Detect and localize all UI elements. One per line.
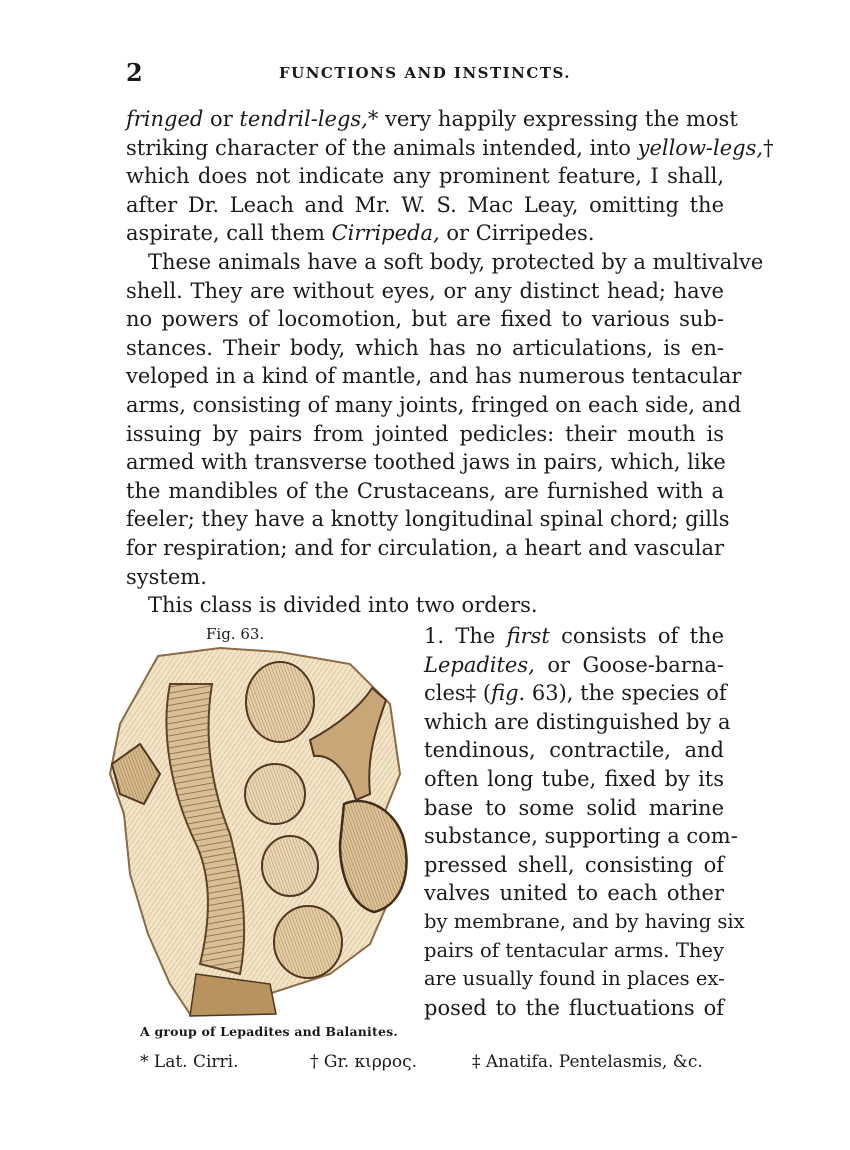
text-line: veloped in a kind of mantle, and has numerous tentacular (126, 364, 742, 389)
text-line: issuing by pairs from jointed pedicles: their mouth is (126, 421, 724, 446)
text-line: This class is divided into two orders. (148, 593, 538, 618)
text-line: valves united to each other (424, 881, 724, 906)
text-line: by membrane, and by having six (424, 909, 745, 933)
italic-term: yellow-legs, (637, 135, 764, 160)
text-line: after Dr. Leach and Mr. W. S. Mac Leay, omitting the (126, 192, 724, 217)
page-header (126, 58, 724, 88)
text-span: or (203, 107, 240, 131)
footnote-1: * Lat. Cirri. (140, 1052, 239, 1072)
text-line: pairs of tentacular arms. They (424, 938, 724, 962)
text-span: † (763, 135, 774, 160)
text-line (126, 105, 738, 134)
italic-term: Lepadites, (424, 652, 535, 677)
text-line (424, 622, 724, 651)
text-line: for respiration; and for circulation, a heart and vascular (126, 535, 724, 560)
text-line: are usually found in places ex- (424, 967, 725, 991)
text-line: system. (126, 564, 207, 589)
footnote-2: † Gr. κιρρος. (310, 1052, 417, 1072)
text-line (126, 219, 724, 248)
text-span: * very happily expressing the most (367, 107, 738, 131)
footnote-3: ‡ Anatifa. Pentelasmis, &c. (472, 1052, 703, 1072)
text-span: 1. The (424, 624, 507, 648)
text-span: 63), the species of (525, 681, 727, 706)
text-line: the mandibles of the Crustaceans, are furnished with a (126, 478, 724, 503)
body-text (126, 105, 774, 620)
italic-term: fig. (491, 681, 526, 706)
text-span: or Goose-barna- (534, 652, 724, 677)
running-title: FUNCTIONS AND INSTINCTS. (278, 64, 572, 82)
footnotes (140, 1052, 724, 1082)
italic-term: tendril-legs, (239, 107, 368, 131)
page-number: 2 (126, 58, 143, 87)
text-line: which does not indicate any prominent feature, I shall, (126, 164, 724, 189)
text-line: no powers of locomotion, but are fixed to various sub- (126, 307, 724, 332)
text-line (126, 134, 774, 163)
text-span: consists of the (549, 624, 724, 648)
text-line: base to some solid marine (424, 795, 724, 820)
text-line: substance, supporting a com- (424, 824, 738, 849)
text-line: arms, consisting of many joints, fringed on each side, and (126, 392, 742, 417)
text-line (424, 651, 724, 680)
text-line: stances. Their body, which has no articulations, is en- (126, 335, 724, 360)
figure-caption: A group of Lepadites and Balanites. (140, 1024, 398, 1039)
text-line: which are distinguished by a (424, 709, 731, 734)
text-line: These animals have a soft body, protected by a multivalve (148, 249, 764, 274)
text-line: shell. They are without eyes, or any distinct head; have (126, 278, 724, 303)
barnacle-engraving (100, 644, 416, 1022)
text-line: tendinous, contractile, and (424, 738, 724, 763)
italic-term: first (506, 624, 550, 648)
text-line: feeler; they have a knotty longitudinal spinal chord; gills (126, 507, 730, 532)
text-span: cles‡ ( (424, 681, 492, 706)
figure-label: Fig. 63. (206, 625, 265, 643)
text-span: striking character of the animals intended, into (126, 135, 638, 160)
text-line: pressed shell, consisting of (424, 852, 724, 877)
text-line: often long tube, fixed by its (424, 766, 724, 791)
right-column-text (424, 622, 745, 1022)
italic-term: Cirripeda, (331, 221, 440, 246)
text-line: posed to the fluctuations of (424, 995, 724, 1020)
text-line (424, 679, 727, 708)
text-span: or Cirripedes. (439, 221, 595, 246)
italic-term: fringed (126, 107, 204, 131)
text-line: armed with transverse toothed jaws in pairs, which, like (126, 450, 726, 475)
text-span: aspirate, call them (126, 221, 332, 246)
